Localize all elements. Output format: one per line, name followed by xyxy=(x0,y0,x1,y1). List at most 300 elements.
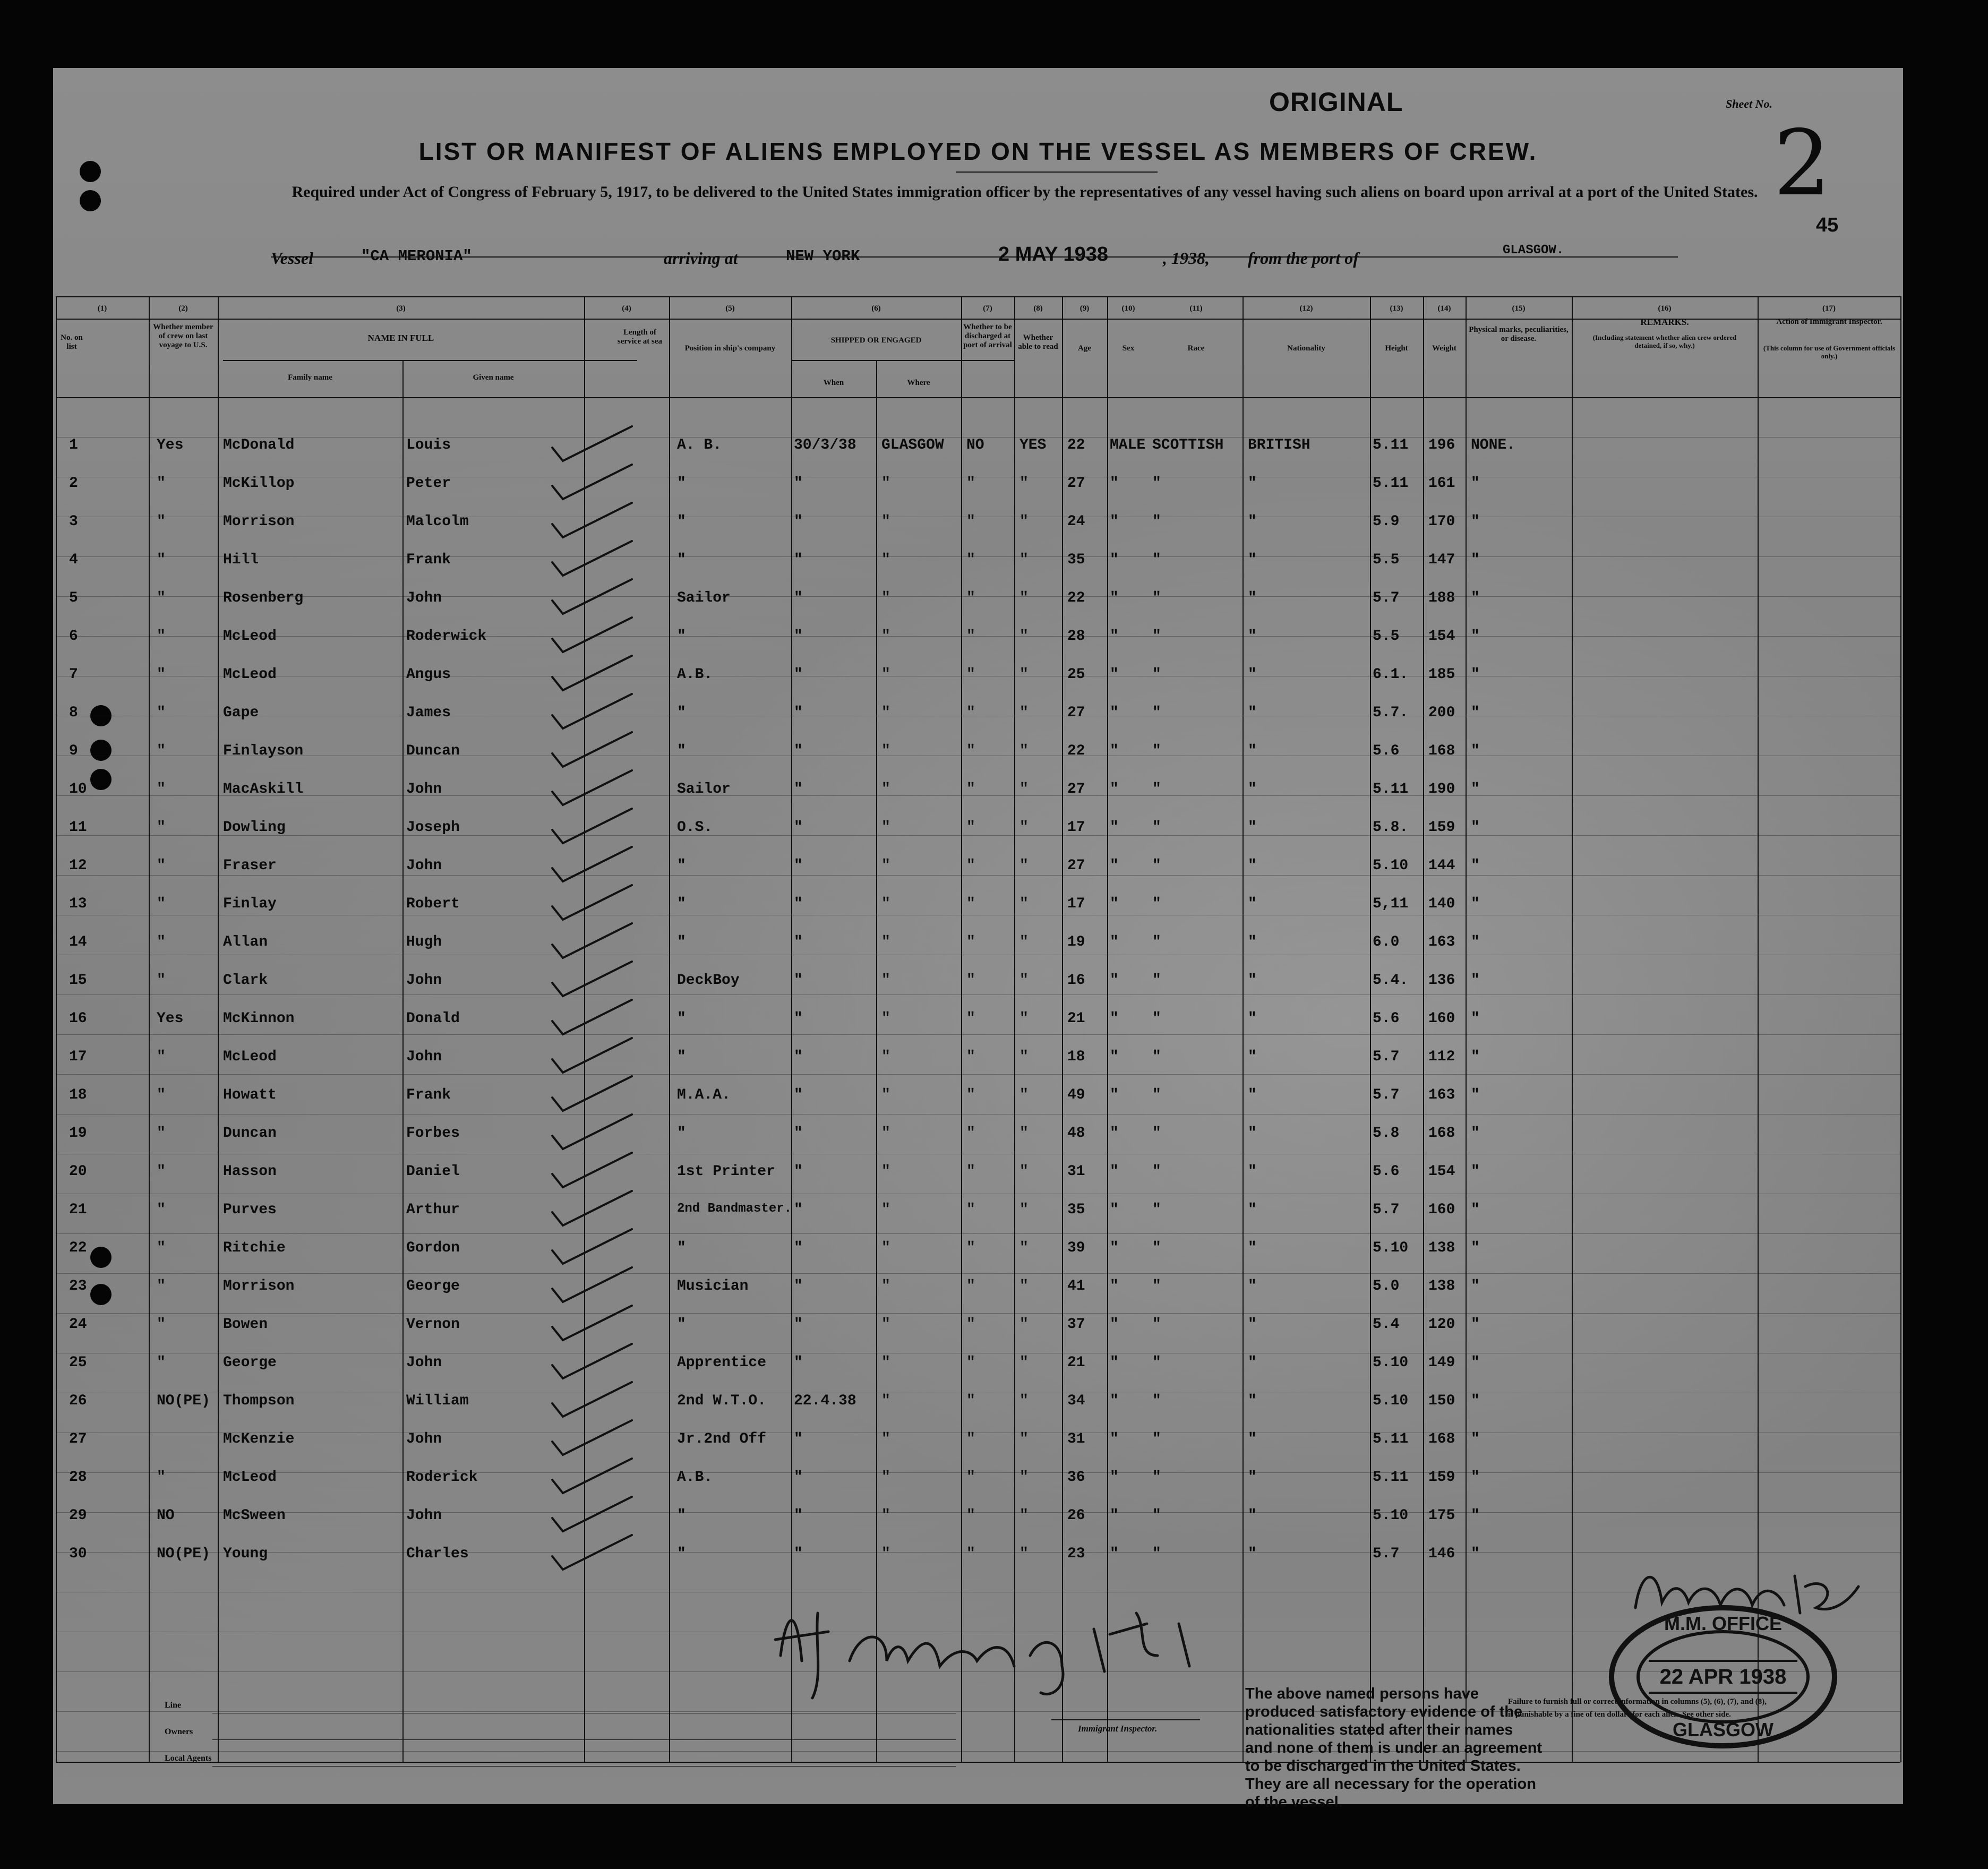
given-name-cell: John xyxy=(406,972,442,989)
sex-cell: " xyxy=(1110,1010,1119,1027)
last-voyage-cell: " xyxy=(157,743,166,759)
last-voyage-cell: Yes xyxy=(157,437,184,453)
service-checkmark-icon xyxy=(547,1074,653,1116)
able-to-read-cell: " xyxy=(1019,475,1029,492)
age-cell: 28 xyxy=(1067,628,1085,645)
shipped-when-cell: " xyxy=(794,1087,803,1103)
row-number: 16 xyxy=(69,1010,87,1027)
punch-hole xyxy=(90,1247,112,1268)
weight-cell: 188 xyxy=(1428,590,1455,606)
weight-cell: 140 xyxy=(1428,896,1455,912)
discharged-cell: " xyxy=(966,513,975,530)
shipped-when-cell: " xyxy=(794,513,803,530)
shipped-where-cell: " xyxy=(881,1469,890,1486)
family-name-cell: McKillop xyxy=(223,475,295,492)
shipped-when-cell: " xyxy=(794,1278,803,1294)
service-checkmark-icon xyxy=(547,1418,653,1460)
race-cell: " xyxy=(1152,743,1161,759)
age-cell: 23 xyxy=(1067,1546,1085,1562)
last-voyage-cell: " xyxy=(157,858,166,874)
row-number: 28 xyxy=(69,1469,87,1486)
physical-marks-cell: " xyxy=(1471,1087,1480,1103)
col-num-4: (4) xyxy=(622,304,631,313)
height-cell: 6.1. xyxy=(1373,666,1409,683)
footer-agents-label: Local Agents xyxy=(165,1754,212,1763)
row-rule xyxy=(56,795,1900,796)
col-num-9: (9) xyxy=(1079,304,1090,313)
race-cell: " xyxy=(1152,819,1161,836)
col-num-10: (10) xyxy=(1121,304,1135,313)
nationality-cell: " xyxy=(1248,1240,1257,1256)
service-checkmark-icon xyxy=(547,1341,653,1384)
age-cell: 26 xyxy=(1067,1507,1085,1524)
last-voyage-cell: " xyxy=(157,896,166,912)
shipped-when-cell: " xyxy=(794,1469,803,1486)
height-cell: 5.7 xyxy=(1373,1049,1400,1065)
row-number: 11 xyxy=(69,819,87,836)
race-cell: " xyxy=(1152,781,1161,798)
header-action-note: (This column for use of Government officials only.) xyxy=(1763,344,1896,360)
inspector-signature-rule xyxy=(1051,1719,1200,1720)
nationality-cell: " xyxy=(1248,934,1257,950)
family-name-cell: Young xyxy=(223,1546,268,1562)
service-checkmark-icon xyxy=(547,1227,653,1269)
race-cell: " xyxy=(1152,1469,1161,1486)
age-cell: 22 xyxy=(1067,590,1085,606)
last-voyage-cell: " xyxy=(157,972,166,989)
able-to-read-cell: " xyxy=(1019,858,1029,874)
col-num-16: (16) xyxy=(1658,304,1672,313)
shipped-when-cell: " xyxy=(794,1202,803,1218)
weight-cell: 200 xyxy=(1428,705,1455,721)
family-name-cell: McLeod xyxy=(223,666,277,683)
shipped-where-cell: " xyxy=(881,1393,890,1409)
sex-cell: " xyxy=(1110,858,1119,874)
service-checkmark-icon xyxy=(547,730,653,772)
physical-marks-cell: " xyxy=(1471,1278,1480,1294)
shipped-where-cell: " xyxy=(881,1240,890,1256)
shipped-where-cell: " xyxy=(881,743,890,759)
last-voyage-cell: " xyxy=(157,1316,166,1333)
nationality-cell: " xyxy=(1248,1546,1257,1562)
last-voyage-cell: NO(PE) xyxy=(157,1393,210,1409)
office-stamp-bottom: GLASGOW xyxy=(1673,1719,1773,1741)
footer-owners-label: Owners xyxy=(165,1727,193,1736)
position-cell: " xyxy=(677,934,686,950)
sex-cell: " xyxy=(1110,1240,1119,1256)
row-number: 1 xyxy=(69,437,78,453)
service-checkmark-icon xyxy=(547,1456,653,1498)
row-number: 20 xyxy=(69,1163,87,1180)
weight-cell: 196 xyxy=(1428,437,1455,453)
certification-notice: The above named persons have produced satisfactory evidence of the nationalities stated after their names and none of them is under an agreement to be discharged in the United States. They are all necessary for the operation of the vessel. xyxy=(1245,1685,1543,1811)
nationality-cell: " xyxy=(1248,1316,1257,1333)
col-num-6: (6) xyxy=(871,304,881,313)
position-cell: A. B. xyxy=(677,437,722,453)
row-number: 18 xyxy=(69,1087,87,1103)
height-cell: 5.8. xyxy=(1373,819,1409,836)
nationality-cell: " xyxy=(1248,552,1257,568)
shipped-where-cell: " xyxy=(881,1125,890,1142)
last-voyage-cell: " xyxy=(157,1354,166,1371)
footer-rule xyxy=(212,1766,956,1767)
physical-marks-cell: " xyxy=(1471,666,1480,683)
able-to-read-cell: " xyxy=(1019,972,1029,989)
shipped-where-cell: " xyxy=(881,1546,890,1562)
weight-cell: 150 xyxy=(1428,1393,1455,1409)
physical-marks-cell: " xyxy=(1471,1393,1480,1409)
weight-cell: 168 xyxy=(1428,743,1455,759)
shipped-when-cell: " xyxy=(794,1240,803,1256)
shipped-where-cell: " xyxy=(881,1278,890,1294)
sex-cell: " xyxy=(1110,475,1119,492)
sex-cell: " xyxy=(1110,1469,1119,1486)
family-name-cell: Purves xyxy=(223,1202,277,1218)
shipped-where-cell: " xyxy=(881,628,890,645)
shipped-when-cell: " xyxy=(794,781,803,798)
family-name-cell: Bowen xyxy=(223,1316,268,1333)
position-cell: 1st Printer xyxy=(677,1163,775,1180)
height-cell: 5.7 xyxy=(1373,1546,1400,1562)
able-to-read-cell: YES xyxy=(1019,437,1047,453)
able-to-read-cell: " xyxy=(1019,934,1029,950)
given-name-cell: Vernon xyxy=(406,1316,460,1333)
shipped-where-cell: " xyxy=(881,1049,890,1065)
row-rule xyxy=(56,994,1900,995)
height-cell: 5.5 xyxy=(1373,628,1400,645)
shipped-when-cell: " xyxy=(794,1507,803,1524)
age-cell: 27 xyxy=(1067,781,1085,798)
nationality-cell: " xyxy=(1248,1010,1257,1027)
shipped-where-cell: " xyxy=(881,819,890,836)
age-cell: 35 xyxy=(1067,552,1085,568)
weight-cell: 160 xyxy=(1428,1010,1455,1027)
given-name-cell: Charles xyxy=(406,1546,469,1562)
age-cell: 49 xyxy=(1067,1087,1085,1103)
discharged-cell: " xyxy=(966,552,975,568)
discharged-cell: " xyxy=(966,1010,975,1027)
physical-marks-cell: " xyxy=(1471,1049,1480,1065)
row-rule xyxy=(56,1512,1900,1513)
row-number: 9 xyxy=(69,743,78,759)
height-cell: 5.7 xyxy=(1373,1202,1400,1218)
shipped-when-cell: 30/3/38 xyxy=(794,437,856,453)
height-cell: 5.5 xyxy=(1373,552,1400,568)
position-cell: " xyxy=(677,1049,686,1065)
able-to-read-cell: " xyxy=(1019,1393,1029,1409)
age-cell: 18 xyxy=(1067,1049,1085,1065)
manifest-sheet xyxy=(53,68,1903,1811)
service-checkmark-icon xyxy=(547,806,653,848)
race-cell: " xyxy=(1152,628,1161,645)
sex-cell: " xyxy=(1110,1049,1119,1065)
sex-cell: " xyxy=(1110,896,1119,912)
service-checkmark-icon xyxy=(547,1188,653,1231)
given-name-cell: James xyxy=(406,705,451,721)
family-name-cell: Dowling xyxy=(223,819,286,836)
sex-cell: " xyxy=(1110,1316,1119,1333)
weight-cell: 120 xyxy=(1428,1316,1455,1333)
discharged-cell: " xyxy=(966,743,975,759)
col-num-12: (12) xyxy=(1299,304,1313,313)
able-to-read-cell: " xyxy=(1019,1240,1029,1256)
given-name-cell: John xyxy=(406,590,442,606)
given-name-cell: Forbes xyxy=(406,1125,460,1142)
race-cell: " xyxy=(1152,1240,1161,1256)
nationality-cell: " xyxy=(1248,1202,1257,1218)
height-cell: 5.7. xyxy=(1373,705,1409,721)
height-cell: 5.8 xyxy=(1373,1125,1400,1142)
header-age: Age xyxy=(1078,344,1091,353)
age-cell: 27 xyxy=(1067,705,1085,721)
able-to-read-cell: " xyxy=(1019,1316,1029,1333)
header-read: Whether able to read xyxy=(1018,333,1058,351)
height-cell: 5.10 xyxy=(1373,1393,1409,1409)
row-rule xyxy=(56,1552,1900,1553)
family-name-cell: McKinnon xyxy=(223,1010,295,1027)
table-top-border xyxy=(56,296,1900,297)
physical-marks-cell: " xyxy=(1471,1507,1480,1524)
age-cell: 16 xyxy=(1067,972,1085,989)
shipped-where-cell: " xyxy=(881,1010,890,1027)
header-height: Height xyxy=(1385,344,1408,353)
age-cell: 24 xyxy=(1067,513,1085,530)
last-voyage-cell: " xyxy=(157,781,166,798)
race-cell: " xyxy=(1152,666,1161,683)
weight-cell: 168 xyxy=(1428,1125,1455,1142)
arriving-port: NEW YORK xyxy=(786,247,860,265)
position-cell: " xyxy=(677,513,686,530)
weight-cell: 175 xyxy=(1428,1507,1455,1524)
row-rule xyxy=(56,1074,1900,1075)
col-num-5: (5) xyxy=(725,304,735,313)
nationality-cell: " xyxy=(1248,1125,1257,1142)
col-num-11: (11) xyxy=(1189,304,1203,313)
service-checkmark-icon xyxy=(547,1532,653,1575)
sex-cell: " xyxy=(1110,743,1119,759)
family-name-cell: Morrison xyxy=(223,513,295,530)
row-number: 15 xyxy=(69,972,87,989)
family-name-cell: McLeod xyxy=(223,628,277,645)
age-cell: 31 xyxy=(1067,1163,1085,1180)
sex-cell: MALE xyxy=(1110,437,1146,453)
given-name-cell: Joseph xyxy=(406,819,460,836)
given-name-cell: Louis xyxy=(406,437,451,453)
weight-cell: 163 xyxy=(1428,1087,1455,1103)
discharged-cell: " xyxy=(966,590,975,606)
sex-cell: " xyxy=(1110,628,1119,645)
row-rule xyxy=(56,1313,1900,1314)
header-position: Position in ship's company xyxy=(684,344,776,353)
family-name-cell: Hasson xyxy=(223,1163,277,1180)
discharged-cell: NO xyxy=(966,437,984,453)
col-num-14: (14) xyxy=(1437,304,1451,313)
age-cell: 21 xyxy=(1067,1010,1085,1027)
row-rule xyxy=(56,1472,1900,1473)
discharged-cell: " xyxy=(966,819,975,836)
service-checkmark-icon xyxy=(547,997,653,1040)
physical-marks-cell: " xyxy=(1471,552,1480,568)
physical-marks-cell: " xyxy=(1471,1354,1480,1371)
height-cell: 5.9 xyxy=(1373,513,1400,530)
physical-marks-cell: " xyxy=(1471,1125,1480,1142)
nationality-cell: " xyxy=(1248,1393,1257,1409)
position-cell: " xyxy=(677,475,686,492)
weight-cell: 136 xyxy=(1428,972,1455,989)
vessel-label: Vessel xyxy=(271,248,313,268)
able-to-read-cell: " xyxy=(1019,705,1029,721)
service-checkmark-icon xyxy=(547,844,653,887)
header-shipped: SHIPPED OR ENGAGED xyxy=(830,336,922,345)
nationality-cell: " xyxy=(1248,858,1257,874)
race-cell: " xyxy=(1152,1163,1161,1180)
age-cell: 37 xyxy=(1067,1316,1085,1333)
shipped-when-cell: " xyxy=(794,1546,803,1562)
position-cell: DeckBoy xyxy=(677,972,740,989)
table-bottom-border xyxy=(56,1762,1900,1763)
weight-cell: 144 xyxy=(1428,858,1455,874)
service-checkmark-icon xyxy=(547,1035,653,1078)
discharged-cell: " xyxy=(966,1087,975,1103)
last-voyage-cell: " xyxy=(157,1202,166,1218)
nationality-cell: " xyxy=(1248,819,1257,836)
discharged-cell: " xyxy=(966,1354,975,1371)
year-label: , 1938, xyxy=(1163,248,1210,268)
physical-marks-cell: " xyxy=(1471,743,1480,759)
family-name-cell: Hill xyxy=(223,552,259,568)
physical-marks-cell: " xyxy=(1471,858,1480,874)
age-cell: 34 xyxy=(1067,1393,1085,1409)
able-to-read-cell: " xyxy=(1019,1354,1029,1371)
family-name-cell: Fraser xyxy=(223,858,277,874)
sheet-number: 2 xyxy=(1773,111,1831,216)
row-number: 5 xyxy=(69,590,78,606)
able-to-read-cell: " xyxy=(1019,1049,1029,1065)
race-cell: " xyxy=(1152,475,1161,492)
shipped-when-cell: " xyxy=(794,705,803,721)
sex-cell: " xyxy=(1110,781,1119,798)
able-to-read-cell: " xyxy=(1019,1546,1029,1562)
family-name-cell: Howatt xyxy=(223,1087,277,1103)
discharged-cell: " xyxy=(966,475,975,492)
position-cell: Musician xyxy=(677,1278,749,1294)
height-cell: 5.10 xyxy=(1373,1240,1409,1256)
height-cell: 5.10 xyxy=(1373,858,1409,874)
weight-cell: 168 xyxy=(1428,1431,1455,1447)
punch-hole xyxy=(90,1284,112,1305)
physical-marks-cell: " xyxy=(1471,972,1480,989)
row-rule xyxy=(56,835,1900,836)
last-voyage-cell: " xyxy=(157,819,166,836)
col-num-8: (8) xyxy=(1033,304,1043,313)
shipped-where-cell: " xyxy=(881,1087,890,1103)
position-cell: " xyxy=(677,743,686,759)
given-name-cell: Peter xyxy=(406,475,451,492)
age-cell: 22 xyxy=(1067,743,1085,759)
discharged-cell: " xyxy=(966,705,975,721)
shipped-when-cell: " xyxy=(794,743,803,759)
race-cell: " xyxy=(1152,513,1161,530)
service-checkmark-icon xyxy=(547,653,653,696)
last-voyage-cell: " xyxy=(157,1469,166,1486)
header-service: Length of service at sea xyxy=(617,328,663,346)
able-to-read-cell: " xyxy=(1019,819,1029,836)
able-to-read-cell: " xyxy=(1019,666,1029,683)
physical-marks-cell: " xyxy=(1471,781,1480,798)
row-number: 30 xyxy=(69,1546,87,1562)
age-cell: 19 xyxy=(1067,934,1085,950)
nationality-cell: " xyxy=(1248,475,1257,492)
row-number: 25 xyxy=(69,1354,87,1371)
given-name-cell: John xyxy=(406,1507,442,1524)
family-name-cell: Allan xyxy=(223,934,268,950)
discharged-cell: " xyxy=(966,972,975,989)
physical-marks-cell: " xyxy=(1471,590,1480,606)
name-subheader-rule xyxy=(223,360,637,361)
family-name-cell: Finlay xyxy=(223,896,277,912)
header-when: When xyxy=(823,379,844,387)
physical-marks-cell: " xyxy=(1471,513,1480,530)
given-name-cell: Daniel xyxy=(406,1163,460,1180)
physical-marks-cell: " xyxy=(1471,1469,1480,1486)
height-cell: 5.0 xyxy=(1373,1278,1400,1294)
last-voyage-cell: " xyxy=(157,934,166,950)
inspector-label: Immigrant Inspector. xyxy=(1078,1724,1158,1734)
discharged-cell: " xyxy=(966,934,975,950)
row-number: 3 xyxy=(69,513,78,530)
able-to-read-cell: " xyxy=(1019,1431,1029,1447)
master-signature xyxy=(1625,1555,1880,1624)
physical-marks-cell: " xyxy=(1471,1316,1480,1333)
shipped-when-cell: " xyxy=(794,1049,803,1065)
given-name-cell: Gordon xyxy=(406,1240,460,1256)
service-checkmark-icon xyxy=(547,921,653,963)
sex-cell: " xyxy=(1110,666,1119,683)
shipped-when-cell: " xyxy=(794,475,803,492)
family-name-cell: MacAskill xyxy=(223,781,304,798)
shipped-where-cell: " xyxy=(881,705,890,721)
last-voyage-cell: " xyxy=(157,1163,166,1180)
sex-cell: " xyxy=(1110,972,1119,989)
position-cell: M.A.A. xyxy=(677,1087,731,1103)
service-checkmark-icon xyxy=(547,1112,653,1154)
punch-hole xyxy=(80,190,101,211)
row-number: 29 xyxy=(69,1507,87,1524)
row-rule xyxy=(56,1233,1900,1234)
position-cell: A.B. xyxy=(677,666,713,683)
family-name-cell: McDonald xyxy=(223,437,295,453)
family-name-cell: Duncan xyxy=(223,1125,277,1142)
service-checkmark-icon xyxy=(547,1265,653,1307)
able-to-read-cell: " xyxy=(1019,1507,1029,1524)
physical-marks-cell: " xyxy=(1471,896,1480,912)
physical-marks-cell: " xyxy=(1471,705,1480,721)
last-voyage-cell: " xyxy=(157,552,166,568)
age-cell: 35 xyxy=(1067,1202,1085,1218)
nationality-cell: " xyxy=(1248,781,1257,798)
sex-cell: " xyxy=(1110,705,1119,721)
given-name-cell: Frank xyxy=(406,552,451,568)
physical-marks-cell: " xyxy=(1471,1202,1480,1218)
header-name: NAME IN FULL xyxy=(367,333,434,343)
service-checkmark-icon xyxy=(547,1379,653,1422)
position-cell: " xyxy=(677,1507,686,1524)
given-name-cell: John xyxy=(406,1354,442,1371)
title-underline xyxy=(956,172,1158,173)
height-cell: 5,11 xyxy=(1373,896,1409,912)
sheet-no-label: Sheet No. xyxy=(1726,97,1772,110)
family-name-cell: McSween xyxy=(223,1507,286,1524)
